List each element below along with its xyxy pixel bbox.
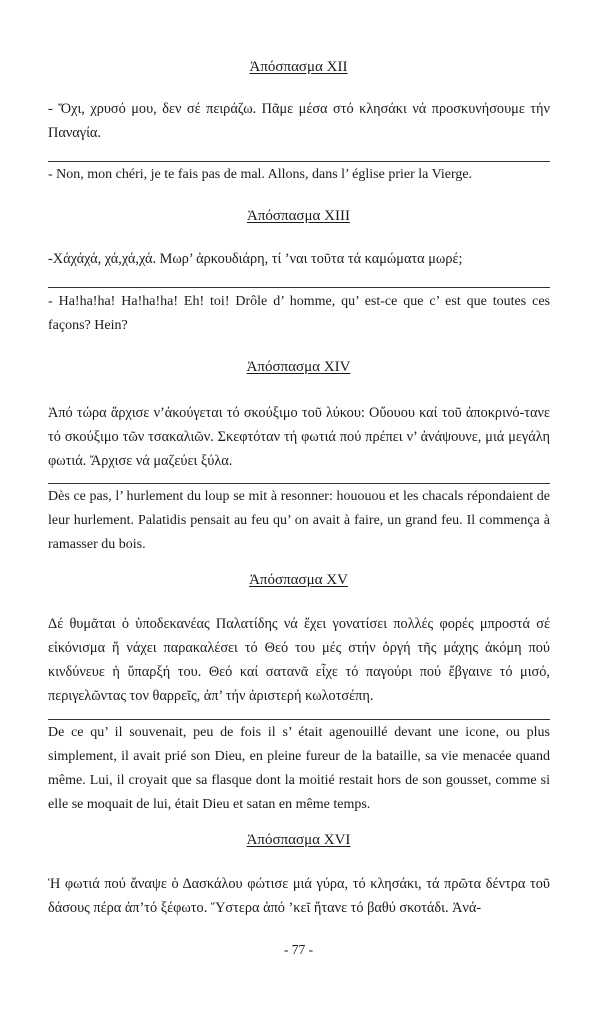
divider-rule — [48, 287, 550, 288]
french-paragraph: De ce qu’ il souvenait, peu de fois il s’ était agenouillé devant une icone, ou plus simplement, il avait prié son Dieu, en pleine fureur de la bataille, sa vie menacée quand même. Lui, il croyait que sa flasque dont la moitié restait hors de son gousset, comme si elle se moquait de lui, était Dieu et satan en même temps. — [48, 725, 550, 812]
greek-paragraph: Ἡ φωτιά πού ἄναψε ὁ Δασκάλου φώτισε μιά γύρα, τό κλησάκι, τά πρῶτα δέντρα τοῦ δάσους πέρα ἀπ’τό ξέφωτο. Ὕστερα ἀπό ’κεῖ ἤτανε τό βαθύ σκοτάδι. Ἀνά- — [48, 876, 550, 916]
divider-rule — [48, 161, 550, 162]
french-paragraph: Dès ce pas, l’ hurlement du loup se mit à resonner: hououou et les chacals répondaient de leur hurlement. Palatidis pensait au feu qu’ on avait à faire, un grand feu. Il commença à ramasser du bois. — [48, 489, 550, 552]
greek-paragraph: Δέ θυμᾶται ὁ ὑποδεκανέας Παλατίδης νά ἔχει γονατίσει πολλές φορές μπροστά σέ εἰκόνισμα ἤ νάχει παρακαλέσει τό Θεό του μές στήν ὀργή τῆς μάχης ἀκόμη πού κινδύνευε ἡ ὕπαρξή του. Θεό καί σατανᾶ εἶχε τό παγούρι πού ἔβγαινε τό μισό, περιγελῶντας τον θαρρεῖς, ἀπ’ τήν ἀριστερή κωλοτσέπη. — [48, 616, 550, 704]
divider-rule — [48, 719, 550, 720]
section-heading: Ἀπόσπασμα XII — [249, 59, 348, 75]
section-heading: Ἀπόσπασμα XIV — [246, 359, 351, 375]
french-paragraph: - Non, mon chéri, je te fais pas de mal. Allons, dans l’ église prier la Vierge. — [48, 167, 473, 182]
section-heading: Ἀπόσπασμα XVI — [246, 832, 351, 848]
greek-paragraph: -Χάχάχά, χά,χά,χά. Μωρ’ ἀρκουδιάρη, τί ’ναι τοῦτα τά καμώματα μωρέ; — [48, 251, 463, 267]
divider-rule — [48, 483, 550, 484]
section-heading: Ἀπόσπασμα XIII — [247, 208, 350, 224]
section-heading: Ἀπόσπασμα XV — [249, 572, 348, 588]
page-number: - 77 - — [283, 942, 314, 957]
french-paragraph: - Ha!ha!ha! Ha!ha!ha! Eh! toi! Drôle d’ homme, qu’ est-ce que c’ est que toutes ces façons? Hein? — [48, 294, 550, 333]
greek-paragraph: - Ὄχι, χρυσό μου, δεν σέ πειράζω. Πᾶμε μέσα στό κλησάκι νά προσκυνήσουμε τήν Παναγία. — [48, 101, 550, 141]
greek-paragraph: Ἀπό τώρα ἄρχισε ν’ἀκούγεται τό σκούξιμο τοῦ λύκου: Οὔουου καί τοῦ ἀποκρινό-τανε τό σκούξιμο τῶν τσακαλιῶν. Σκεφτόταν τή φωτιά πού πρέπει ν’ ἀνάψουνε, μιά μεγάλη φωτιά. Ἄρχισε νά μαζεύει ξύλα. — [48, 405, 550, 469]
